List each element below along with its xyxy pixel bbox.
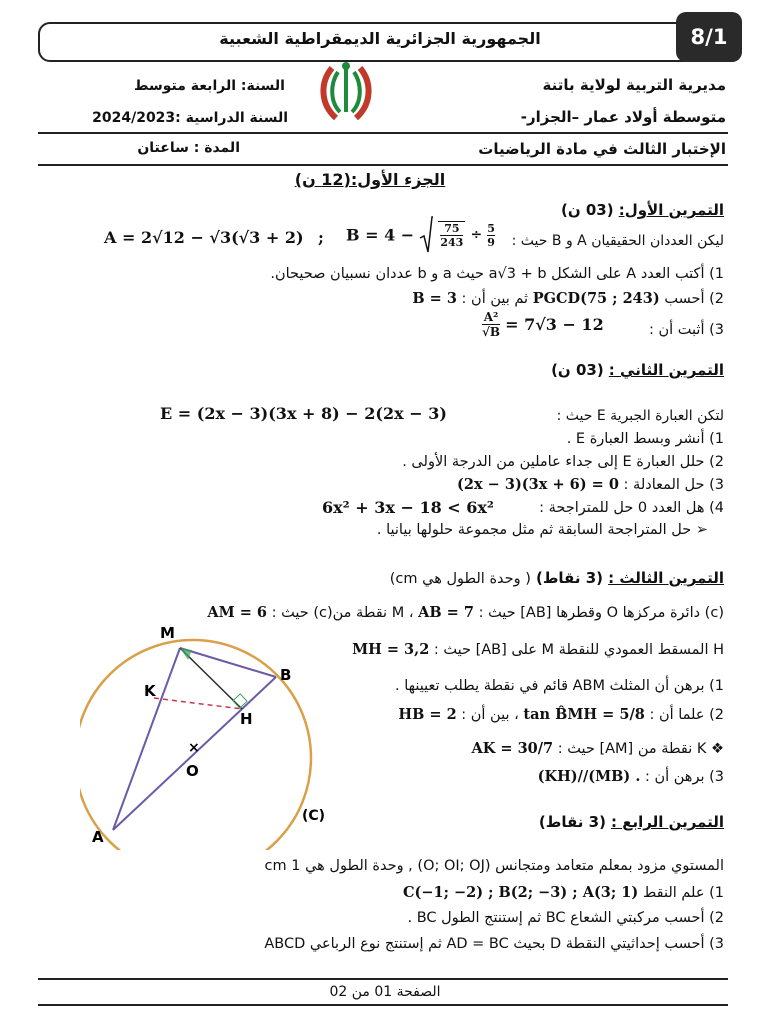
B-numerator-2: 5 (487, 221, 495, 235)
footer-divider-2 (38, 1004, 728, 1006)
ex3-q1: 1) برهن أن المثلث ABM قائم في نقطة يطلب تعيينها . (395, 678, 724, 694)
ex3-q2b (471, 740, 724, 757)
B-denominator: 243 (440, 236, 464, 249)
ex3-q3-result: (KH)//(MB) . (537, 768, 641, 785)
ex3-intro (207, 604, 724, 621)
level: السنة: الرابعة متوسط (134, 78, 285, 94)
B-numerator: 75 (440, 222, 463, 236)
directorate: مديرية التربية لولاية باتنة (542, 76, 726, 94)
school-year: السنة الدراسية :2024/2023 (92, 110, 288, 126)
ex3-q2-tan: tan B̂MH = 5/8 (523, 706, 645, 723)
republic-title: الجمهورية الجزائرية الديمقراطية الشعبية (219, 29, 541, 48)
label-B: B (280, 666, 292, 684)
divide-sign: ÷ (470, 227, 483, 243)
ex1-title: التمرين الأول: (618, 201, 724, 219)
q2-result: B = 3 (412, 290, 457, 307)
label-H: H (240, 710, 253, 728)
B-denominator-2: 9 (487, 235, 495, 249)
B-lhs: B = 4 − (346, 225, 415, 245)
ex2-q5: ➢ حل المتراجحة السابقة ثم مثل مجموعة حلولها بيانيا . (376, 522, 708, 538)
ex2-E-expression: E = (2x − 3)(3x + 8) − 2(2x − 3) (160, 404, 447, 423)
exam-title: الإختبار الثالث في مادة الرياضيات (478, 140, 726, 158)
footer-divider (38, 978, 728, 980)
q3-result: = 7√3 − 12 (505, 315, 604, 334)
ex1-points: (03 ن) (560, 201, 614, 219)
ex3-q2b-AK: AK = 30/7 (471, 740, 554, 757)
ex2-points: (03 ن) (551, 361, 604, 379)
ex1-intro: ليكن العددان الحقيقيان A و B حيث : (511, 233, 724, 249)
geometry-figure (80, 620, 340, 850)
ex4-q1 (403, 884, 724, 901)
ex3-points: (3 نقاط) (535, 569, 603, 587)
ex3-q2-HB: HB = 2 (398, 706, 457, 723)
q3-text: 3) حل المعادلة : (623, 477, 724, 493)
ex4-intro: المستوي مزود بمعلم متعامد ومتجانس (O; OI; OJ) , وحدة الطول هي 1 cm (264, 858, 724, 874)
segment-AM (113, 648, 180, 830)
label-K: K (144, 682, 156, 700)
ex3-q2-text: 2) علما أن : (649, 707, 724, 723)
ex1-q2 (412, 290, 724, 307)
label-A: A (92, 828, 104, 846)
ex3-q3 (538, 768, 724, 785)
page-badge: 8/1 (676, 12, 742, 62)
ex2-title: التمرين الثاني : (608, 361, 724, 379)
label-O: O (186, 762, 199, 780)
ex2-q1: 1) أنشر وبسط العبارة E . (566, 431, 724, 447)
ex4-points: (3 نقاط) (538, 813, 606, 831)
ex2-q2: 2) حلل العبارة E إلى جداء عاملين من الدرجة الأولى . (402, 454, 724, 470)
ex4-heading (539, 812, 724, 831)
ex1-B-expression (346, 216, 495, 256)
ex4-title: التمرين الرابع : (611, 813, 724, 831)
ex2-heading (551, 360, 724, 379)
ex3-intro-text: (c) دائرة مركزها O وقطرها [AB] حيث : (478, 605, 724, 621)
ex1-heading (561, 200, 724, 219)
label-M: M (160, 624, 175, 642)
ex3-unit: ( وحدة الطول هي cm) (389, 571, 531, 587)
part1-title: الجزء الأول:(12 ن) (294, 170, 446, 189)
ex1-q3-label: 3) أثبت أن : (649, 322, 724, 338)
ex3-q2 (398, 706, 724, 723)
svg-text:×: × (188, 740, 200, 756)
sqrt-icon (419, 216, 433, 254)
ex3-H-line (352, 641, 724, 658)
segment-KH (154, 698, 242, 709)
q3-denominator: √B (482, 325, 501, 339)
ex3-AB: AB = 7 (418, 604, 474, 621)
label-circle-c: (C) (302, 808, 326, 824)
ex4-q3: 3) أحسب إحداثيتي النقطة D بحيث AD = BC ثم إستنتج نوع الرباعي ABCD (264, 936, 724, 952)
ex3-MH: MH = 3,2 (352, 641, 430, 658)
ex3-q2-mid: ، بين أن : (461, 707, 519, 723)
ex3-heading (390, 568, 724, 587)
q2-pgcd: PGCD(75 ; 243) (532, 290, 660, 307)
q3-equation: (2x − 3)(3x + 6) = 0 (457, 476, 619, 493)
q3-numerator: A² (483, 310, 499, 324)
ex2-intro: لتكن العبارة الجبرية E حيث : (556, 408, 724, 424)
ex1-q3-expression (482, 310, 604, 339)
ex4-q1-points: C(−1; −2) ; B(2; −3) ; A(3; 1) (402, 884, 639, 901)
ex3-M-text: ، M نقطة من(c) حيث : (271, 605, 414, 621)
ex2-q4-inequality: 6x² + 3x − 18 < 6x² (322, 498, 494, 517)
q2-text: 2) أحسب (664, 291, 724, 307)
header-divider-1 (38, 132, 728, 134)
ex4-q1-text: 1) علم النقط (642, 885, 724, 901)
footer-page: الصفحة 01 من 02 (329, 984, 441, 1000)
ex2-q4-label: 4) هل العدد 0 حل للمتراجحة : (539, 500, 724, 516)
duration: المدة : ساعتان (137, 140, 240, 156)
ex3-H-text: H المسقط العمودي للنقطة M على [AB] حيث : (433, 642, 724, 658)
ex3-q2b-text: ❖ K نقطة من [AM] حيث : (557, 741, 724, 757)
q2-text2: ثم بين أن : (461, 291, 529, 307)
ex3-AM: AM = 6 (207, 604, 268, 621)
school-logo (318, 60, 374, 124)
ex3-title: التمرين الثالث : (608, 569, 724, 587)
ex1-separator: ; (318, 228, 324, 247)
school: متوسطة أولاد عمار –الجزار- (520, 108, 726, 126)
ex4-q2: 2) أحسب مركبتي الشعاع BC ثم إستنتج الطول BC . (407, 910, 724, 926)
header-divider-2 (38, 164, 728, 166)
ex1-q1: 1) أكتب العدد A على الشكل a√3 + b حيث a و b عددان نسبيان صحيحان. (270, 266, 724, 282)
ex1-A-expression: A = 2√12 − √3(√3 + 2) (104, 228, 304, 247)
ex2-q3 (457, 476, 724, 493)
ex3-q3-text: 3) برهن أن : (644, 769, 724, 785)
